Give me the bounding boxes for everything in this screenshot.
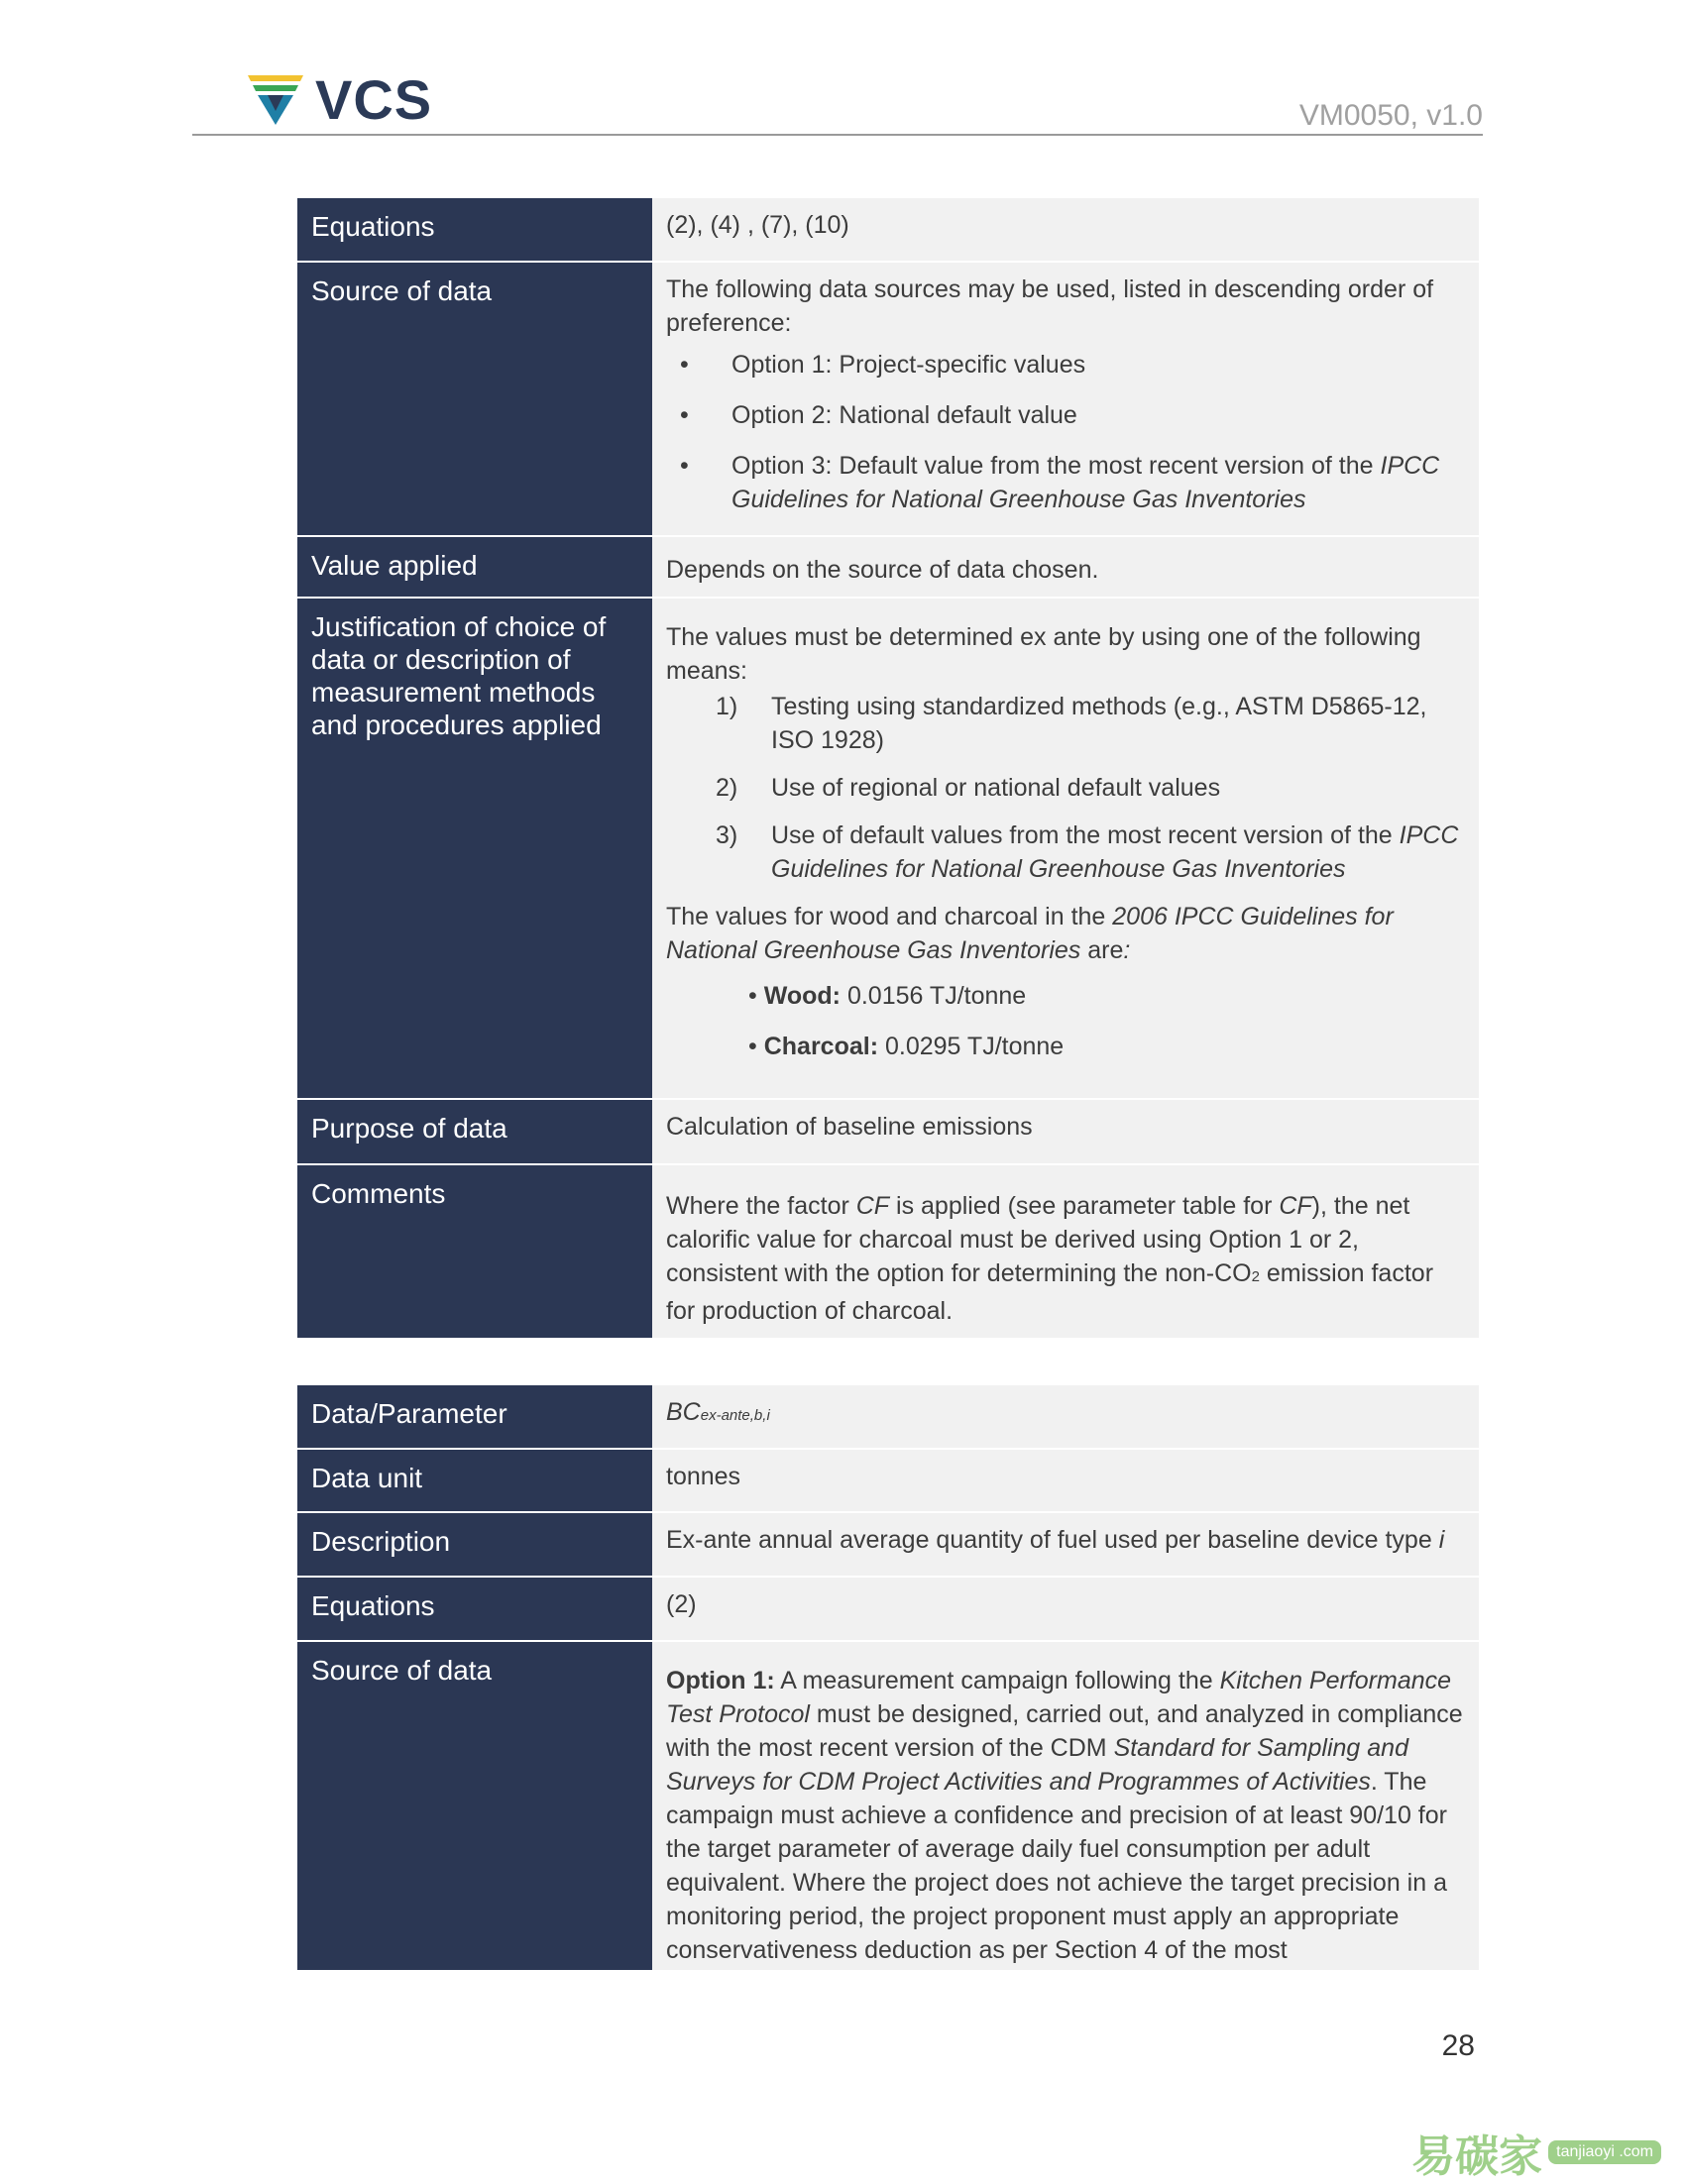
parameter-table-2: [297, 1385, 1479, 1972]
default-values-list: [666, 979, 1465, 1063]
list-item: [666, 819, 1465, 886]
row-value: [652, 1385, 1479, 1449]
list-item: [666, 979, 1465, 1013]
means-list: [666, 690, 1465, 886]
row-label: Equations: [297, 1577, 652, 1641]
ipcc-title: IPCC Guidelines for National Greenhouse Gas Inventories: [771, 821, 1459, 883]
row-label: Data/Parameter: [297, 1385, 652, 1449]
text-run: is applied (see parameter table for: [889, 1192, 1280, 1220]
item-number: 2): [716, 774, 738, 802]
text-run: must be designed, carried out, and analyzed in compliance with the most recent version of the CDM: [666, 1700, 1463, 1762]
text-run: :: [1123, 936, 1131, 964]
logo-text: VCS: [315, 68, 433, 131]
row-value: (2), (4) , (7), (10): [652, 198, 1479, 262]
option-text: Option 3: Default value from the most recent version of the: [731, 452, 1381, 480]
ipcc-2006-title: 2006 IPCC Guidelines for National Greenhouse Gas Inventories: [666, 903, 1394, 964]
justification-intro: The values must be determined ex ante by using one of the following means:: [666, 623, 1421, 685]
table-row: [297, 598, 1479, 1099]
row-value: Depends on the source of data chosen.: [652, 536, 1479, 598]
text-run: . The campaign must achieve a confidence and precision of at least 90/10 for the target parameter of average daily fuel consumption per adult equivalent. Where the project does not achieve the target precision in a monitoring period, the project proponent must apply an appropriate conservativeness deduction as per Section 4 of the most: [666, 1768, 1447, 1964]
list-item: [666, 1030, 1465, 1063]
wood-value: 0.0156 TJ/tonne: [841, 982, 1027, 1010]
parameter-symbol: BC: [666, 1398, 701, 1426]
watermark-badge: tanjiaoyi .com: [1548, 2140, 1661, 2164]
row-label: Source of data: [297, 262, 652, 536]
table-row: [297, 198, 1479, 262]
parameter-table-1: [297, 198, 1479, 1340]
row-label: Justification of choice of data or description of measurement methods and procedures applied: [297, 598, 652, 1099]
row-value: Calculation of baseline emissions: [652, 1099, 1479, 1164]
table-row: [297, 1512, 1479, 1577]
item-number: 1): [716, 693, 738, 720]
watermark-text: 易碳家: [1411, 2132, 1543, 2181]
bullet: •: [748, 1033, 757, 1060]
description-text: Ex-ante annual average quantity of fuel used per baseline device type: [666, 1526, 1439, 1554]
bullet: •: [748, 982, 757, 1010]
item-text: Testing using standardized methods (e.g., ASTM D5865-12, ISO 1928): [771, 693, 1427, 754]
charcoal-label: Charcoal:: [763, 1033, 879, 1060]
cf-symbol: CF: [1279, 1192, 1312, 1220]
row-value: [652, 1512, 1479, 1577]
table-row: [297, 262, 1479, 536]
row-label: Description: [297, 1512, 652, 1577]
row-label: Equations: [297, 198, 652, 262]
list-item: • Option 2: National default value: [666, 398, 1465, 432]
source-text: [666, 1664, 1465, 1967]
table-row: [297, 1577, 1479, 1641]
watermark: [1411, 2121, 1661, 2184]
text-run: The values for wood and charcoal in the: [666, 903, 1113, 930]
page-number: 28: [1441, 2029, 1475, 2062]
row-value: [652, 598, 1479, 1099]
row-value: [652, 262, 1479, 536]
text-run: A measurement campaign following the: [774, 1667, 1220, 1694]
row-value: [652, 1164, 1479, 1339]
table-row: [297, 1385, 1479, 1449]
table-row: [297, 536, 1479, 598]
table-row: [297, 1099, 1479, 1164]
source-options-list: [666, 348, 1465, 516]
list-item: [666, 449, 1465, 516]
row-label: Purpose of data: [297, 1099, 652, 1164]
row-value: (2): [652, 1577, 1479, 1641]
wood-label: Wood:: [763, 982, 842, 1010]
row-value: tonnes: [652, 1449, 1479, 1512]
vcs-chevron-icon: [246, 73, 305, 127]
parameter-subscript: ex-ante,b,i: [700, 1407, 770, 1424]
co2-subscript: 2: [1251, 1268, 1260, 1285]
header-divider: [192, 134, 1483, 136]
item-text: Use of default values from the most recent version of the: [771, 821, 1400, 849]
vcs-logo: [246, 67, 432, 132]
row-label: Source of data: [297, 1641, 652, 1971]
device-type-var: i: [1438, 1526, 1445, 1554]
row-value: [652, 1641, 1479, 1971]
list-item: [666, 690, 1465, 757]
table-row: [297, 1449, 1479, 1512]
cf-symbol: CF: [855, 1192, 890, 1220]
kpt-title: Kitchen Performance Test Protocol: [666, 1667, 1452, 1728]
table-row: [297, 1164, 1479, 1339]
item-text: Use of regional or national default values: [771, 774, 1221, 802]
ipcc-title: IPCC Guidelines for National Greenhouse Gas Inventories: [731, 452, 1440, 513]
source-intro: The following data sources may be used, listed in descending order of preference:: [666, 275, 1434, 337]
list-item: • Option 1: Project-specific values: [666, 348, 1465, 382]
wood-charcoal-intro: [666, 900, 1465, 967]
option-label: Option 1:: [666, 1667, 775, 1694]
text-run: ), the net calorific value for charcoal must be derived using Option 1 or 2, consistent with the option for determining the non-CO: [666, 1192, 1410, 1287]
text-run: emission factor for production of charcoal.: [666, 1259, 1434, 1325]
row-label: Data unit: [297, 1449, 652, 1512]
text-run: are: [1080, 936, 1124, 964]
document-version: VM0050, v1.0: [1298, 99, 1483, 132]
text-run: Where the factor: [666, 1192, 856, 1220]
row-label: Comments: [297, 1164, 652, 1339]
table-row: [297, 1641, 1479, 1971]
comments-text: [666, 1189, 1465, 1328]
cdm-standard-title: Standard for Sampling and Surveys for CDM Project Activities and Programmes of Activities: [666, 1734, 1408, 1796]
row-label: Value applied: [297, 536, 652, 598]
item-number: 3): [716, 821, 738, 849]
charcoal-value: 0.0295 TJ/tonne: [878, 1033, 1065, 1060]
list-item: [666, 771, 1465, 805]
